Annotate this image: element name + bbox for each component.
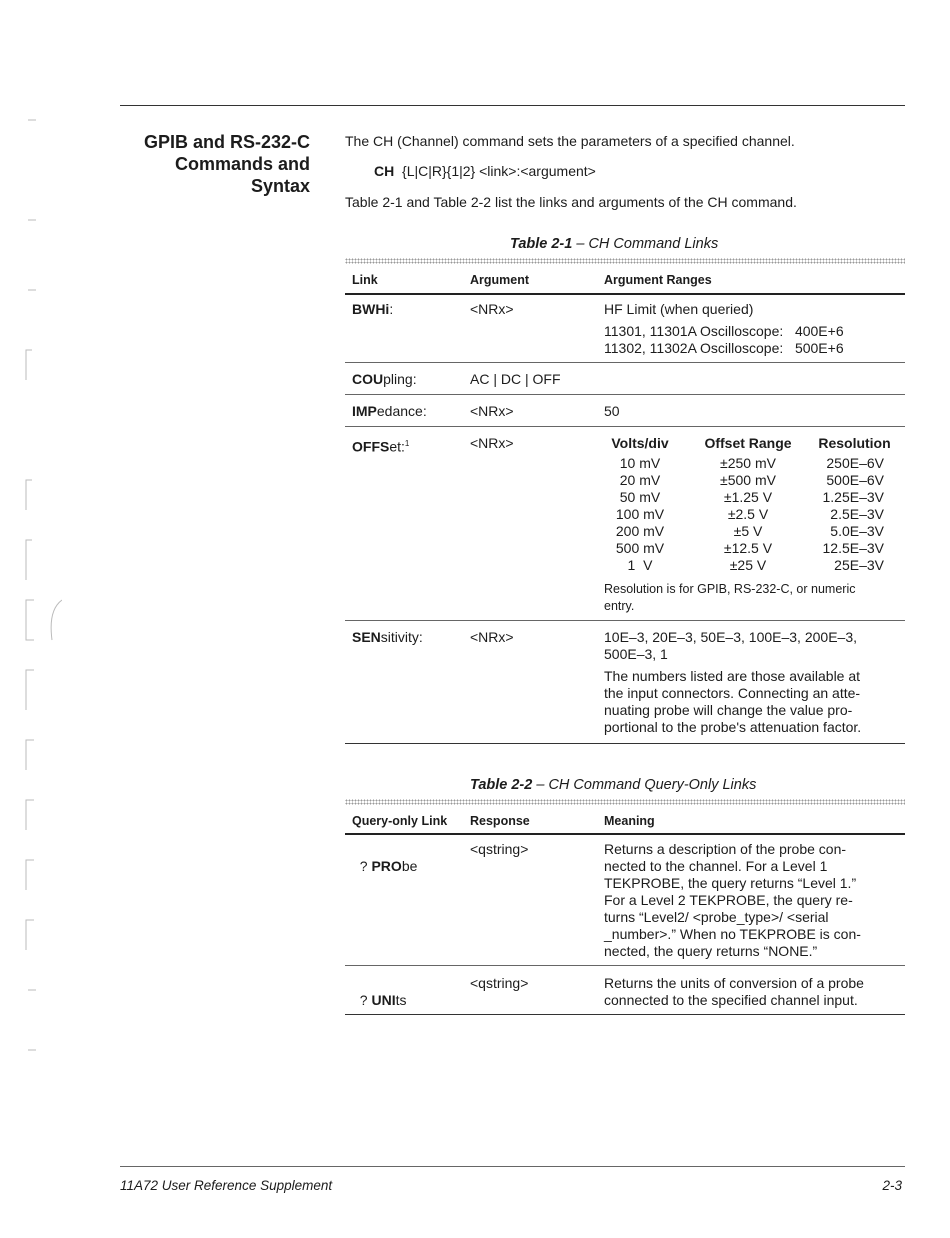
table1-bottom-rule (345, 743, 905, 744)
table2-row-units-response: <qstring> (470, 975, 529, 991)
offset-range-cell: ±1.25 V (723, 489, 773, 505)
link-short-form: COU (352, 371, 384, 387)
query-mark: ? (359, 992, 372, 1008)
units-meaning-1: Returns the units of conversion of a probe (604, 975, 864, 991)
scan-margin-marks (22, 60, 62, 1060)
offset-resolution-cell: 12.5E–3V (822, 540, 884, 556)
table1-row-coupling-link (352, 371, 417, 388)
sensitivity-range-2: 500E–3, 1 (604, 646, 668, 662)
offset-range-cell: ±12.5 V (723, 540, 773, 556)
offset-volts-cell: 10 mV (619, 455, 661, 471)
link-short-form: IMP (352, 403, 377, 419)
table2-header-rule (345, 833, 905, 835)
table2-row-units-link (352, 975, 406, 1009)
link-rest: edance: (376, 403, 427, 419)
table1-row-sensitivity-link (352, 629, 423, 646)
link-rest: ts (395, 992, 407, 1008)
table1-caption (510, 236, 718, 252)
footnote-mark: 1 (404, 439, 410, 448)
link-short-form: OFFS (352, 438, 390, 455)
syntax-arguments: {L|C|R}{1|2} <link>:<argument> (402, 163, 596, 179)
table1-caption-number: Table 2-1 (510, 236, 573, 252)
offset-resolution-cell: 250E–6V (826, 455, 884, 471)
probe-meaning-line: nected to the channel. For a Level 1 (604, 858, 828, 874)
table1-header-ranges: Argument Ranges (604, 273, 712, 287)
link-rest: : (389, 301, 394, 317)
table-reference-text: Table 2-1 and Table 2-2 list the links and arguments of the CH command. (345, 194, 797, 210)
table1-row-impedance-link (352, 403, 427, 420)
syntax-command: CH (374, 163, 395, 179)
link-short-form: SEN (352, 629, 381, 645)
offset-volts-cell: 50 mV (619, 489, 661, 505)
table1-row-bwhi-range-2: 11301, 11301A Oscilloscope: 400E+6 (604, 323, 844, 339)
offset-range-cell: ±2.5 V (727, 506, 769, 522)
table1-header-link: Link (352, 273, 378, 287)
table1-row-offset-argument: <NRx> (470, 435, 514, 451)
table2-header-meaning: Meaning (604, 814, 655, 828)
table2-caption-number: Table 2-2 (470, 777, 533, 793)
sensitivity-desc-2: the input connectors. Connecting an atte- (604, 685, 861, 701)
table2-caption-title: – CH Command Query-Only Links (536, 777, 757, 793)
table1-row-divider (345, 394, 905, 395)
table1-row-impedance-argument: <NRx> (470, 403, 514, 419)
probe-meaning-line: nected, the query returns “NONE.” (604, 943, 818, 959)
offset-header-range: Offset Range (704, 435, 792, 451)
table1-row-bwhi-argument: <NRx> (470, 301, 514, 317)
offset-header-resolution: Resolution (818, 435, 891, 451)
footer-rule (120, 1166, 905, 1167)
table2-header-response: Response (470, 814, 530, 828)
link-rest: sitivity: (380, 629, 423, 645)
intro-paragraph: The CH (Channel) command sets the parameters of a specified channel. (345, 133, 795, 149)
table1-row-coupling-argument: AC | DC | OFF (470, 371, 561, 387)
table1-row-bwhi-range-1: HF Limit (when queried) (604, 301, 754, 317)
sensitivity-desc-1: The numbers listed are those available at (604, 668, 861, 684)
table1-row-divider (345, 426, 905, 427)
link-short-form: PRO (371, 858, 402, 874)
table1-row-impedance-range: 50 (604, 403, 620, 419)
offset-resolution-cell: 5.0E–3V (830, 523, 884, 539)
table1-row-divider (345, 620, 905, 621)
offset-header-volts: Volts/div (611, 435, 669, 451)
table1-top-band (345, 258, 905, 264)
table2-header-link: Query-only Link (352, 814, 448, 828)
table2-bottom-rule (345, 1014, 905, 1015)
table2-top-band (345, 799, 905, 805)
table1-header-argument: Argument (470, 273, 530, 287)
probe-meaning-line: _number>.” When no TEKPROBE is con- (604, 926, 861, 942)
sensitivity-desc-3: nuating probe will change the value pro- (604, 702, 853, 718)
offset-note-line-2: entry. (604, 599, 635, 613)
probe-meaning-line: Returns a description of the probe con- (604, 841, 847, 857)
probe-meaning-line: TEKPROBE, the query returns “Level 1.” (604, 875, 857, 891)
offset-resolution-cell: 500E–6V (826, 472, 884, 488)
offset-resolution-cell: 25E–3V (834, 557, 884, 573)
offset-volts-cell: 200 mV (615, 523, 665, 539)
offset-resolution-cell: 2.5E–3V (830, 506, 884, 522)
offset-resolution-cell: 1.25E–3V (822, 489, 884, 505)
offset-range-cell: ±25 V (729, 557, 767, 573)
table1-row-sensitivity-argument: <NRx> (470, 629, 514, 645)
table1-row-bwhi-range-3: 11302, 11302A Oscilloscope: 500E+6 (604, 340, 844, 356)
sensitivity-desc-4: portional to the probe's attenuation factor. (604, 719, 862, 735)
link-rest: et: (389, 438, 405, 455)
footer-document-title: 11A72 User Reference Supplement (120, 1178, 333, 1193)
table1-row-divider (345, 362, 905, 363)
table2-caption (470, 777, 756, 793)
section-heading-line-3: Syntax (250, 176, 310, 196)
link-rest: be (401, 858, 418, 874)
command-syntax (374, 163, 596, 179)
table2-row-probe-link (352, 841, 417, 875)
footer-page-number: 2-3 (882, 1178, 902, 1193)
offset-range-cell: ±500 mV (720, 472, 776, 488)
probe-meaning-line: For a Level 2 TEKPROBE, the query re- (604, 892, 853, 908)
link-rest: pling: (383, 371, 417, 387)
top-rule (120, 105, 905, 106)
link-short-form: UNI (371, 992, 396, 1008)
offset-range-cell: ±5 V (733, 523, 763, 539)
offset-volts-cell: 1 V (627, 557, 653, 573)
table2-row-divider (345, 965, 905, 966)
table1-caption-title: – CH Command Links (576, 236, 719, 252)
table1-row-bwhi-link (352, 301, 393, 318)
table1-row-offset-link (352, 435, 409, 456)
offset-volts-cell: 500 mV (615, 540, 665, 556)
units-meaning-2: connected to the specified channel input. (604, 992, 858, 1008)
table2-row-probe-response: <qstring> (470, 841, 529, 857)
section-heading (120, 131, 310, 197)
offset-volts-cell: 20 mV (619, 472, 661, 488)
offset-note-line-1: Resolution is for GPIB, RS-232-C, or numeric (604, 582, 856, 596)
link-short-form: BWHi (352, 301, 390, 317)
section-heading-line-2: Commands and (174, 154, 310, 174)
sensitivity-range-1: 10E–3, 20E–3, 50E–3, 100E–3, 200E–3, (604, 629, 857, 645)
section-heading-line-1: GPIB and RS-232-C (143, 132, 310, 152)
probe-meaning-line: turns “Level2/ <probe_type>/ <serial (604, 909, 829, 925)
offset-volts-cell: 100 mV (615, 506, 665, 522)
table1-header-rule (345, 293, 905, 295)
query-mark: ? (359, 858, 372, 874)
offset-range-cell: ±250 mV (720, 455, 776, 471)
